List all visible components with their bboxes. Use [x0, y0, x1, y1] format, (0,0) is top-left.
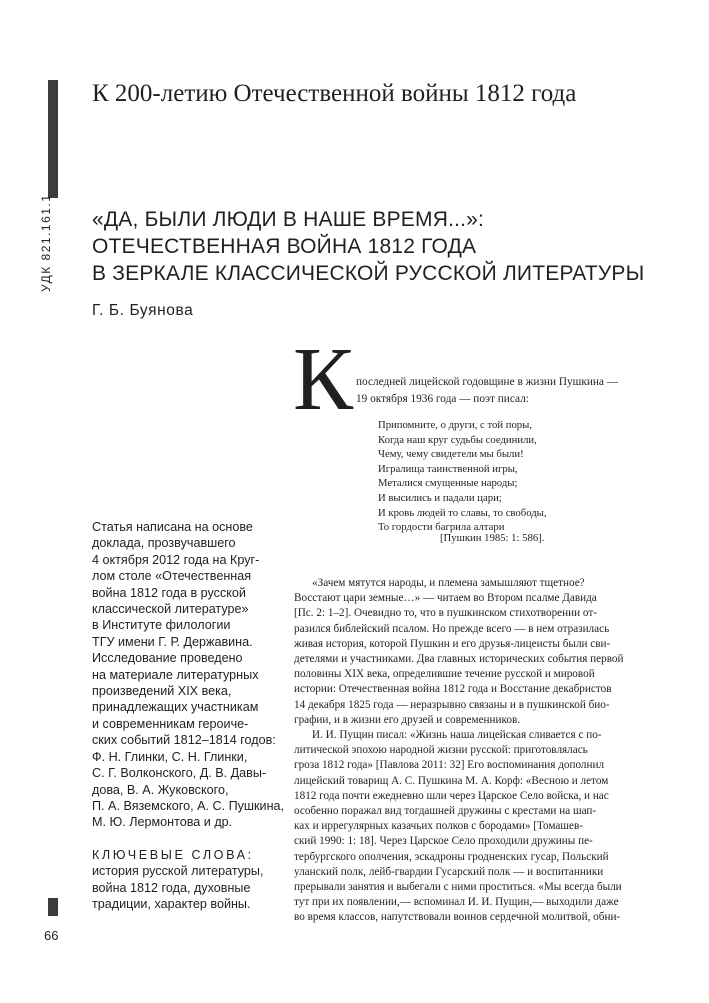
- note-line: в Институте филологии: [92, 618, 231, 633]
- body-line: уланский полк, лейб-гвардии Гусарский полк — и воспитанники: [294, 865, 604, 878]
- title-line: В ЗЕРКАЛЕ КЛАССИЧЕСКОЙ РУССКОЙ ЛИТЕРАТУРЫ: [92, 262, 645, 285]
- intro-text: [356, 374, 618, 409]
- body-line: прерывали занятия и выбегали с ними проститься. «Мы всегда были: [294, 881, 622, 894]
- note-line: ТГУ имени Г. Р. Державина.: [92, 634, 253, 649]
- poem-quote: [378, 418, 547, 535]
- body-line: графии, и в жизни его друзей и современников.: [294, 713, 521, 726]
- title-line: «ДА, БЫЛИ ЛЮДИ В НАШЕ ВРЕМЯ...»:: [92, 208, 485, 231]
- drop-cap: К: [293, 330, 354, 429]
- keywords-line: традиции, характер войны.: [92, 896, 251, 911]
- note-line: война 1812 года в русской: [92, 585, 246, 600]
- intro-line: последней лицейской годовщине в жизни Пушкина —: [356, 376, 619, 388]
- keywords-line: война 1812 года, духовные: [92, 880, 251, 895]
- body-line: литической эпохою народной жизни русской: приготовлялась: [294, 744, 588, 757]
- article-title: [92, 206, 672, 287]
- note-line: дова, В. А. Жуковского,: [92, 782, 229, 797]
- body-line: лицейский товарищ А. С. Пушкина М. А. Корф: «Весною и летом: [294, 774, 609, 787]
- intro-line: 19 октября 1936 года — поэт писал:: [356, 393, 529, 406]
- body-line: половины XIX века, определившие течение русской и мировой: [294, 668, 595, 681]
- note-line: доклада, прозвучавшего: [92, 536, 236, 551]
- keywords-label: КЛЮЧЕВЫЕ СЛОВА:: [92, 847, 254, 862]
- body-line: И. И. Пущин писал: «Жизнь наша лицейская сливается с по-: [312, 729, 602, 742]
- side-bar-bottom: [48, 898, 58, 916]
- body-line: во время классов, напутствовали воинов сердечной молитвой, обни-: [294, 911, 621, 924]
- article-note: [92, 519, 285, 912]
- note-line: П. А. Вяземского, А. С. Пушкина,: [92, 798, 285, 813]
- note-line: Исследование проведено: [92, 651, 243, 666]
- note-line: Статья написана на основе: [92, 520, 253, 534]
- body-line: особенно поражал вид тогдашней дружины с крестами на шап-: [294, 805, 597, 818]
- body-line: детелями и участниками. Два главных исторических события первой: [294, 653, 624, 666]
- side-bar-top: [48, 80, 58, 198]
- note-line: принадлежащих участникам: [92, 700, 259, 715]
- body-text: [294, 576, 662, 926]
- note-line: и современникам героиче-: [92, 716, 249, 731]
- rubric-heading: К 200-летию Отечественной войны 1812 года: [92, 80, 577, 107]
- body-line: гроза 1812 года» [Павлова 2011: 32] Его воспоминания дополнил: [294, 759, 605, 772]
- body-line: тербургского ополчения, эскадроны гродненских гусар, Польский: [294, 850, 609, 863]
- author-name: Г. Б. Буянова: [92, 302, 194, 319]
- title-line: ОТЕЧЕСТВЕННАЯ ВОЙНА 1812 ГОДА: [92, 235, 477, 258]
- poem-citation: [Пушкин 1985: 1: 586].: [440, 532, 545, 544]
- body-line: 14 декабря 1825 года — неразрывно связаны и в пушкинской био-: [294, 698, 610, 711]
- body-line: тут при их появлении,— вспоминал И. И. Пущин,— выходили даже: [294, 896, 619, 909]
- body-line: истории: Отечественная война 1812 года и Восстание декабристов: [294, 683, 612, 696]
- note-line: классической литературе»: [92, 602, 249, 617]
- note-line: С. Г. Волконского, Д. В. Давы-: [92, 766, 267, 781]
- poem-line: То гордости багрила алтари: [378, 521, 505, 534]
- poem-line: Чему, чему свидетели мы были!: [378, 448, 524, 461]
- poem-line: Когда наш круг судьбы соединили,: [378, 433, 537, 446]
- body-line: Восстают цари земные…» — читаем во Втором псалме Давида: [294, 592, 597, 605]
- body-line: «Зачем мятутся народы, и племена замышляют тщетное?: [312, 577, 585, 589]
- body-line: ках и иррегулярных казачьих полков с бородами» [Томашев-: [294, 820, 583, 833]
- note-line: 4 октября 2012 года на Круг-: [92, 552, 260, 567]
- page-number: 66: [44, 928, 59, 943]
- note-line: ских событий 1812–1814 годов:: [92, 733, 276, 748]
- note-line: лом столе «Отечественная: [92, 569, 252, 584]
- poem-line: Металися смущенные народы;: [378, 477, 518, 490]
- keywords-line: история русской литературы,: [92, 864, 264, 879]
- poem-line: Игралища таинственной игры,: [378, 462, 518, 475]
- udk-code: УДК 821.161.1: [39, 193, 53, 292]
- body-line: [Пс. 2: 1–2]. Очевидно то, что в пушкинском стихотворении от-: [294, 607, 597, 620]
- body-line: разился библейский псалом. Но прежде всего — в нем отразилась: [294, 622, 610, 635]
- poem-line: Припомните, о други, с той поры,: [378, 419, 532, 431]
- poem-line: И кровь людей то славы, то свободы,: [378, 506, 547, 519]
- note-line: произведений XIX века,: [92, 684, 232, 699]
- body-line: 1812 года почти ежедневно шли через Царское Село войска, и нас: [294, 789, 609, 802]
- note-line: на материале литературных: [92, 667, 259, 682]
- body-line: живая история, которой Пушкин и его друзья-лицеисты были сви-: [294, 637, 611, 650]
- note-line: М. Ю. Лермонтова и др.: [92, 815, 233, 830]
- body-line: ский 1990: 1: 18]. Через Царское Село проходили дружины пе-: [294, 835, 593, 848]
- poem-line: И высились и падали цари;: [378, 491, 502, 504]
- note-line: Ф. Н. Глинки, С. Н. Глинки,: [92, 749, 248, 764]
